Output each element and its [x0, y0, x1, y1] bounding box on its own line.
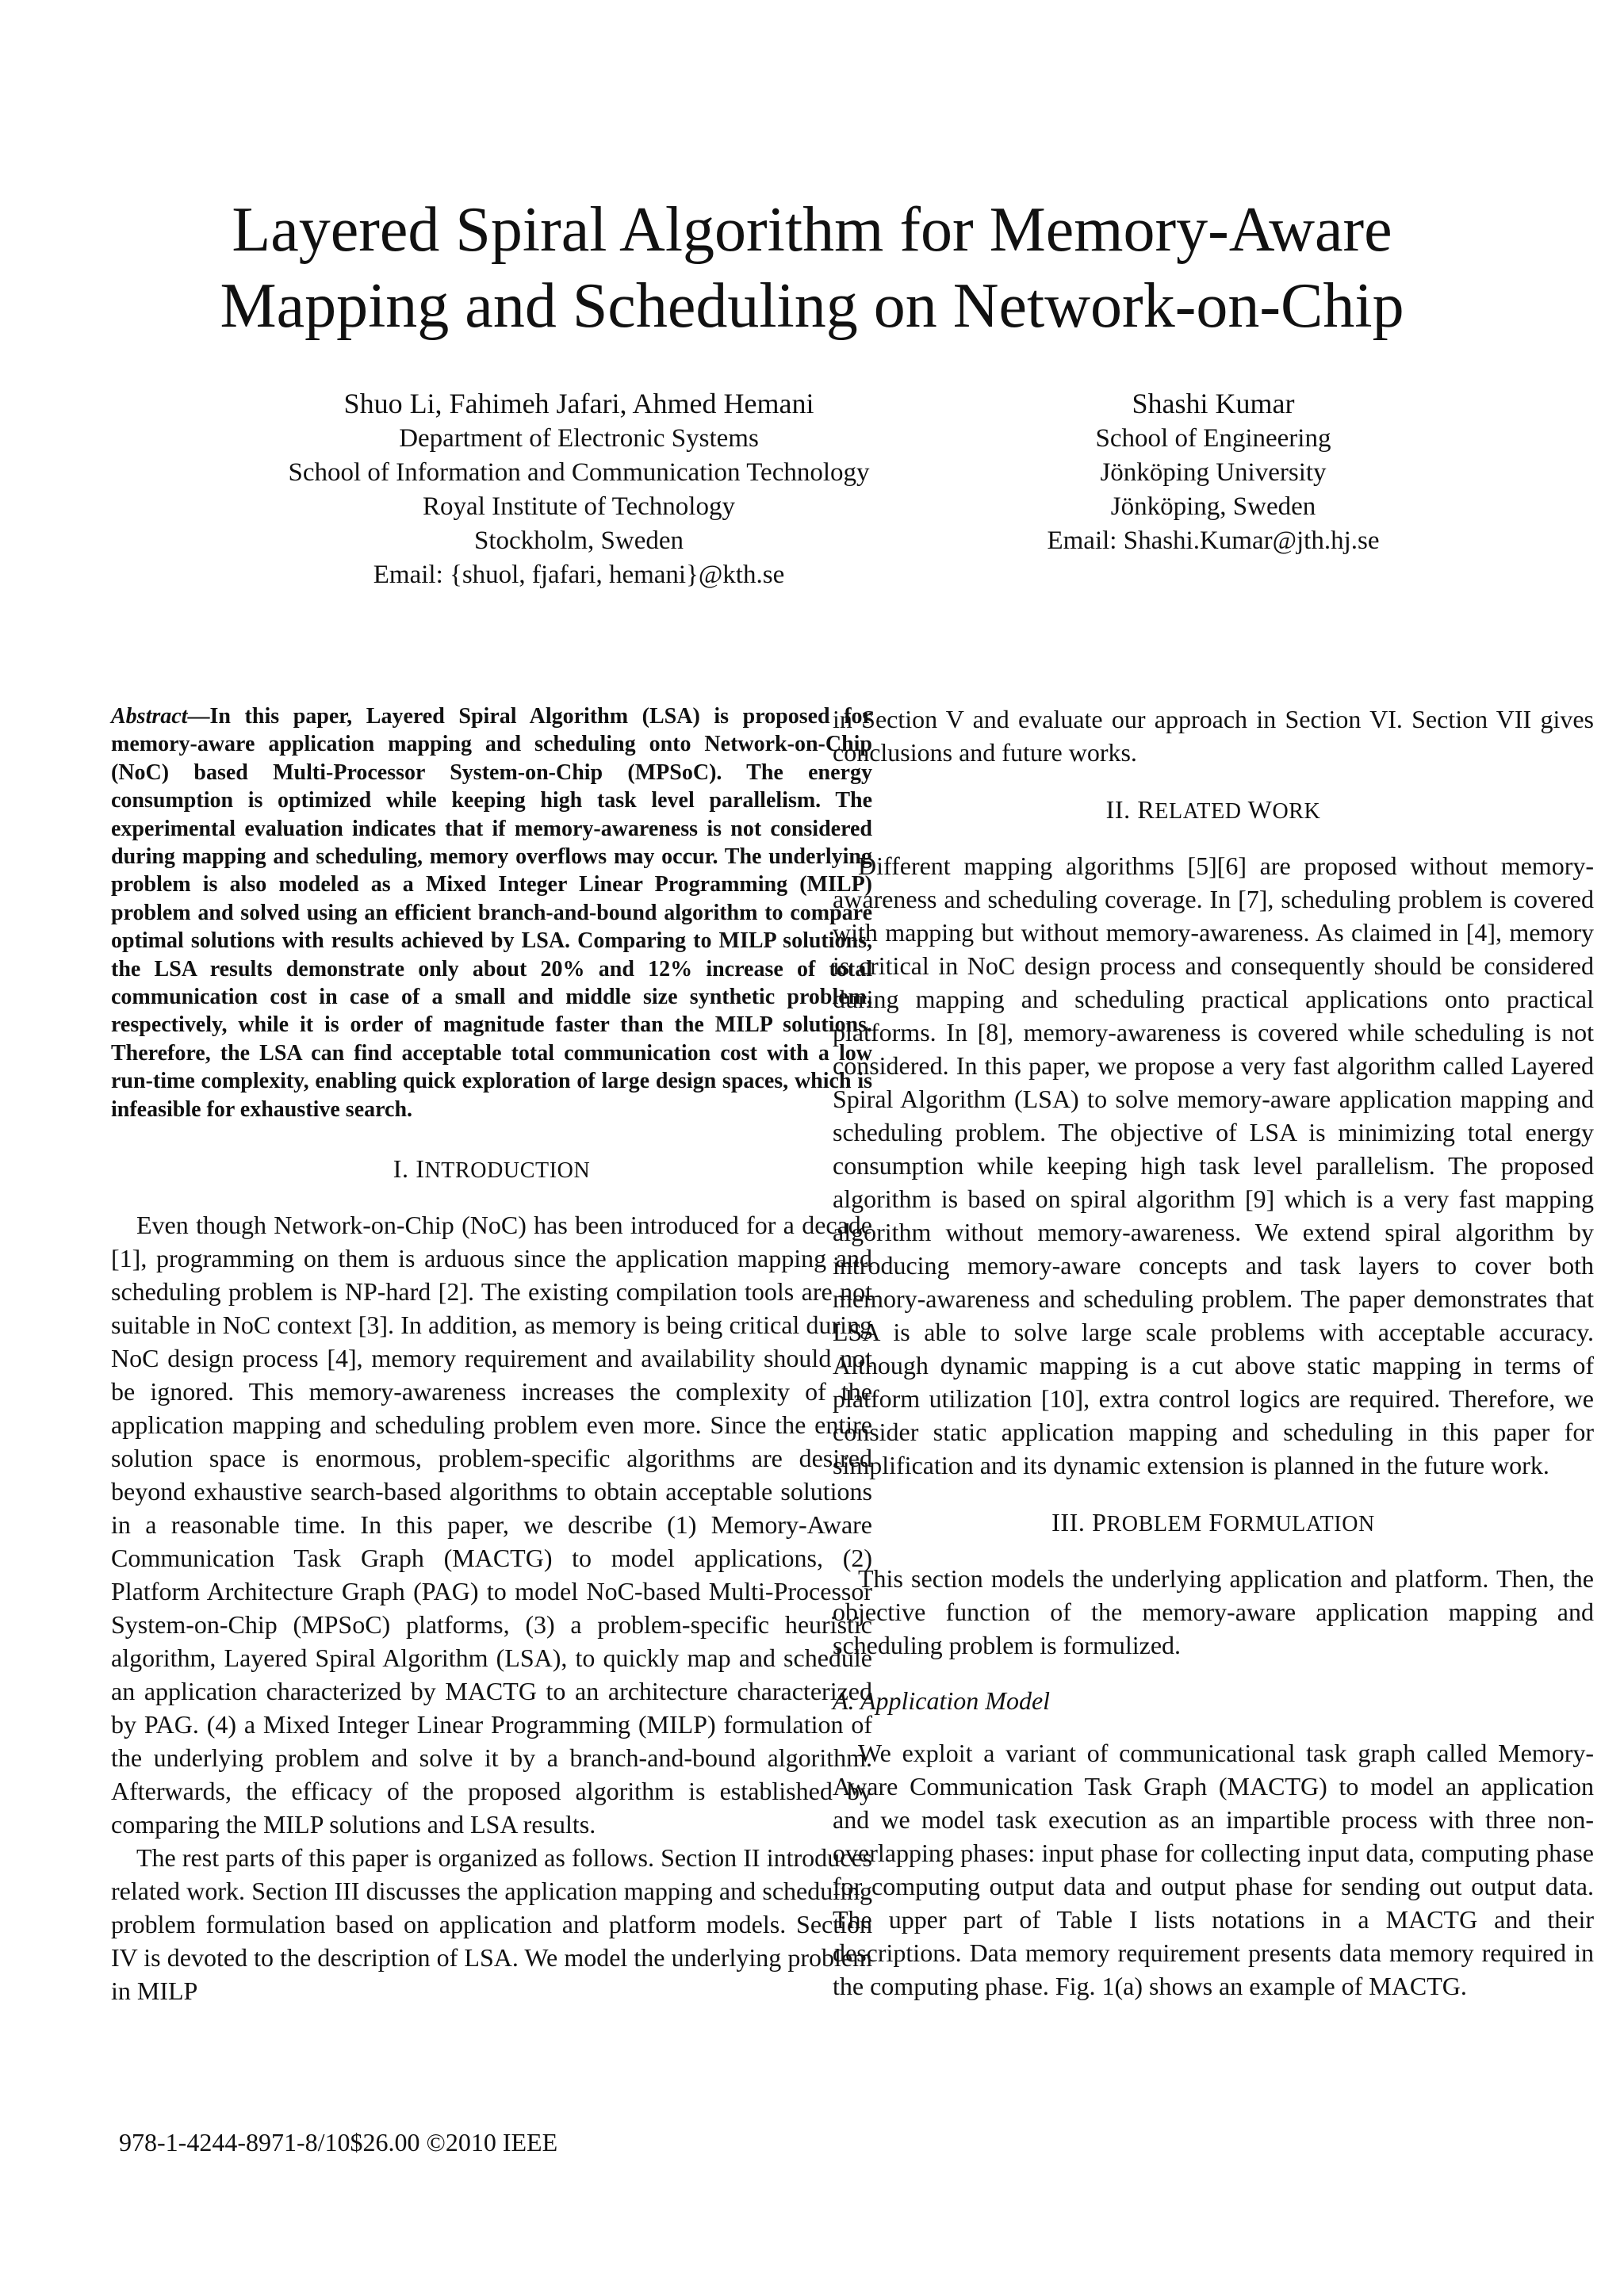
left-column: [111, 702, 872, 2007]
problem-formulation-paragraph: This section models the underlying application and platform. Then, the objective function of the memory-aware application mapping and scheduling problem is formulized.: [833, 1564, 1594, 1659]
section-heading-introduction: I. INTRODUCTION: [393, 1154, 591, 1184]
copyright-footer: 978-1-4244-8971-8/10$26.00 ©2010 IEEE: [119, 2128, 558, 2156]
author-email: Email: Shashi.Kumar@jth.hj.se: [1047, 526, 1380, 555]
author-location: Jönköping, Sweden: [1110, 492, 1316, 521]
author-school: School of Information and Communication Technology: [288, 458, 870, 487]
author-names: Shashi Kumar: [1132, 388, 1295, 419]
title-line-1: Layered Spiral Algorithm for Memory-Aware: [232, 195, 1392, 265]
author-email: Email: {shuol, fjafari, hemani}@kth.se: [373, 561, 785, 589]
subsection-heading-application-model: A. Application Model: [833, 1686, 1051, 1715]
author-institution: Jönköping University: [1100, 458, 1327, 487]
author-location: Stockholm, Sweden: [474, 526, 684, 555]
author-block-left: [198, 385, 959, 592]
author-names: Shuo Li, Fahimeh Jafari, Ahmed Hemani: [343, 388, 814, 419]
section-heading-related-work: II. RELATED WORK: [1105, 795, 1321, 824]
abstract-body: —In this paper, Layered Spiral Algorithm (LSA) is proposed for memory-aware application mapping and scheduling onto Network-on-Chip (NoC) based Multi-Processor System-on-Chip (MPSoC). The energy consumption is optimized while keeping high task level parallelism. The experimental evaluation indicates that if memory-awareness is not considered during mapping and scheduling, memory overflows may occur. The underlying problem is also modeled as a Mixed Integer Linear Programming (MILP) problem and solved using an efficient branch-and-bound algorithm to compare optimal solutions with results achieved by LSA. Comparing to MILP solutions, the LSA results demonstrate only about 20% and 12% increase of total communication cost in case of a small and middle size synthetic problem, respectively, while it is order of magnitude faster than the MILP solutions. Therefore, the LSA can find acceptable total communication cost with a low run-time complexity, enabling quick exploration of large design spaces, which is infeasible for exhaustive search.: [111, 704, 872, 1122]
application-model-paragraph: We exploit a variant of communicational task graph called Memory-Aware Communication Task Graph (MACTG) to model an application and we model task execution as an impartible process with three non-overlapping phases: input phase for collecting input data, computing phase for computing output data and output phase for sending out output data. The upper part of Table I lists notations in a MACTG and their descriptions. Data memory requirement presents data memory required in the computing phase. Fig. 1(a) shows an example of MACTG.: [833, 1739, 1594, 2000]
intro-paragraph-2-continued: in Section V and evaluate our approach in Section VI. Section VII gives conclusions and future works.: [833, 705, 1594, 767]
author-block-right: [991, 385, 1435, 558]
author-dept: Department of Electronic Systems: [399, 424, 759, 453]
intro-paragraph-1: Even though Network-on-Chip (NoC) has been introduced for a decade [1], programming on them is arduous since the application mapping and scheduling problem is NP-hard [2]. The existing compilation tools are not suitable in NoC context [3]. In addition, as memory is being critical during NoC design process [4], memory requirement and availability should not be ignored. This memory-awareness increases the complexity of the application mapping and scheduling problem even more. Since the entire solution space is enormous, problem-specific algorithms are desired beyond exhaustive search-based algorithms to obtain acceptable solutions in a reasonable time. In this paper, we describe (1) Memory-Aware Communication Task Graph (MACTG) to model applications, (2) Platform Architecture Graph (PAG) to model NoC-based Multi-Processor System-on-Chip (MPSoC) platforms, (3) a problem-specific heuristic algorithm, Layered Spiral Algorithm (LSA), to quickly map and schedule an application characterized by MACTG to an architecture characterized by PAG. (4) a Mixed Integer Linear Programming (MILP) formulation of the underlying problem and solve it by a branch-and-bound algorithm. Afterwards, the efficacy of the proposed algorithm is established by comparing the MILP solutions and LSA results.: [111, 1211, 872, 1839]
right-column: [833, 702, 1594, 2003]
author-school: School of Engineering: [1095, 424, 1331, 453]
abstract-label: Abstract: [111, 704, 188, 729]
intro-paragraph-2: The rest parts of this paper is organized as follows. Section II introduces related work. Section III discusses the application mapping and scheduling problem formulation based on application and platform models. Section IV is devoted to the description of LSA. We model the underlying problem in MILP: [111, 1843, 872, 2006]
author-institution: Royal Institute of Technology: [423, 492, 735, 521]
paper-title: [0, 192, 1624, 344]
section-heading-problem-formulation: III. PROBLEM FORMULATION: [1051, 1508, 1375, 1536]
title-line-2: Mapping and Scheduling on Network-on-Chip: [220, 271, 1404, 341]
abstract: [111, 702, 872, 1123]
related-work-paragraph: Different mapping algorithms [5][6] are proposed without memory-awareness and scheduling coverage. In [7], scheduling problem is covered with mapping but without memory-awareness. As claimed in [4], memory is critical in NoC design process and consequently should be considered during mapping and scheduling practical applications onto practical platforms. In [8], memory-awareness is covered while scheduling is not considered. In this paper, we propose a very fast algorithm called Layered Spiral Algorithm (LSA) to solve memory-aware application mapping and scheduling problem. The objective of LSA is minimizing total energy consumption while keeping high task level parallelism. The proposed algorithm is based on spiral algorithm [9] which is a very fast mapping algorithm without memory-awareness. We extend spiral algorithm by introducing memory-aware concepts and task layers to cover both memory-awareness and scheduling problem. The paper demonstrates that LSA is able to solve large scale problems with acceptable accuracy. Although dynamic mapping is a cut above static mapping in terms of platform utilization [10], extra control logics are required. Therefore, we consider static application mapping and scheduling in this paper for simplification and its dynamic extension is planned in the future work.: [833, 851, 1594, 1479]
